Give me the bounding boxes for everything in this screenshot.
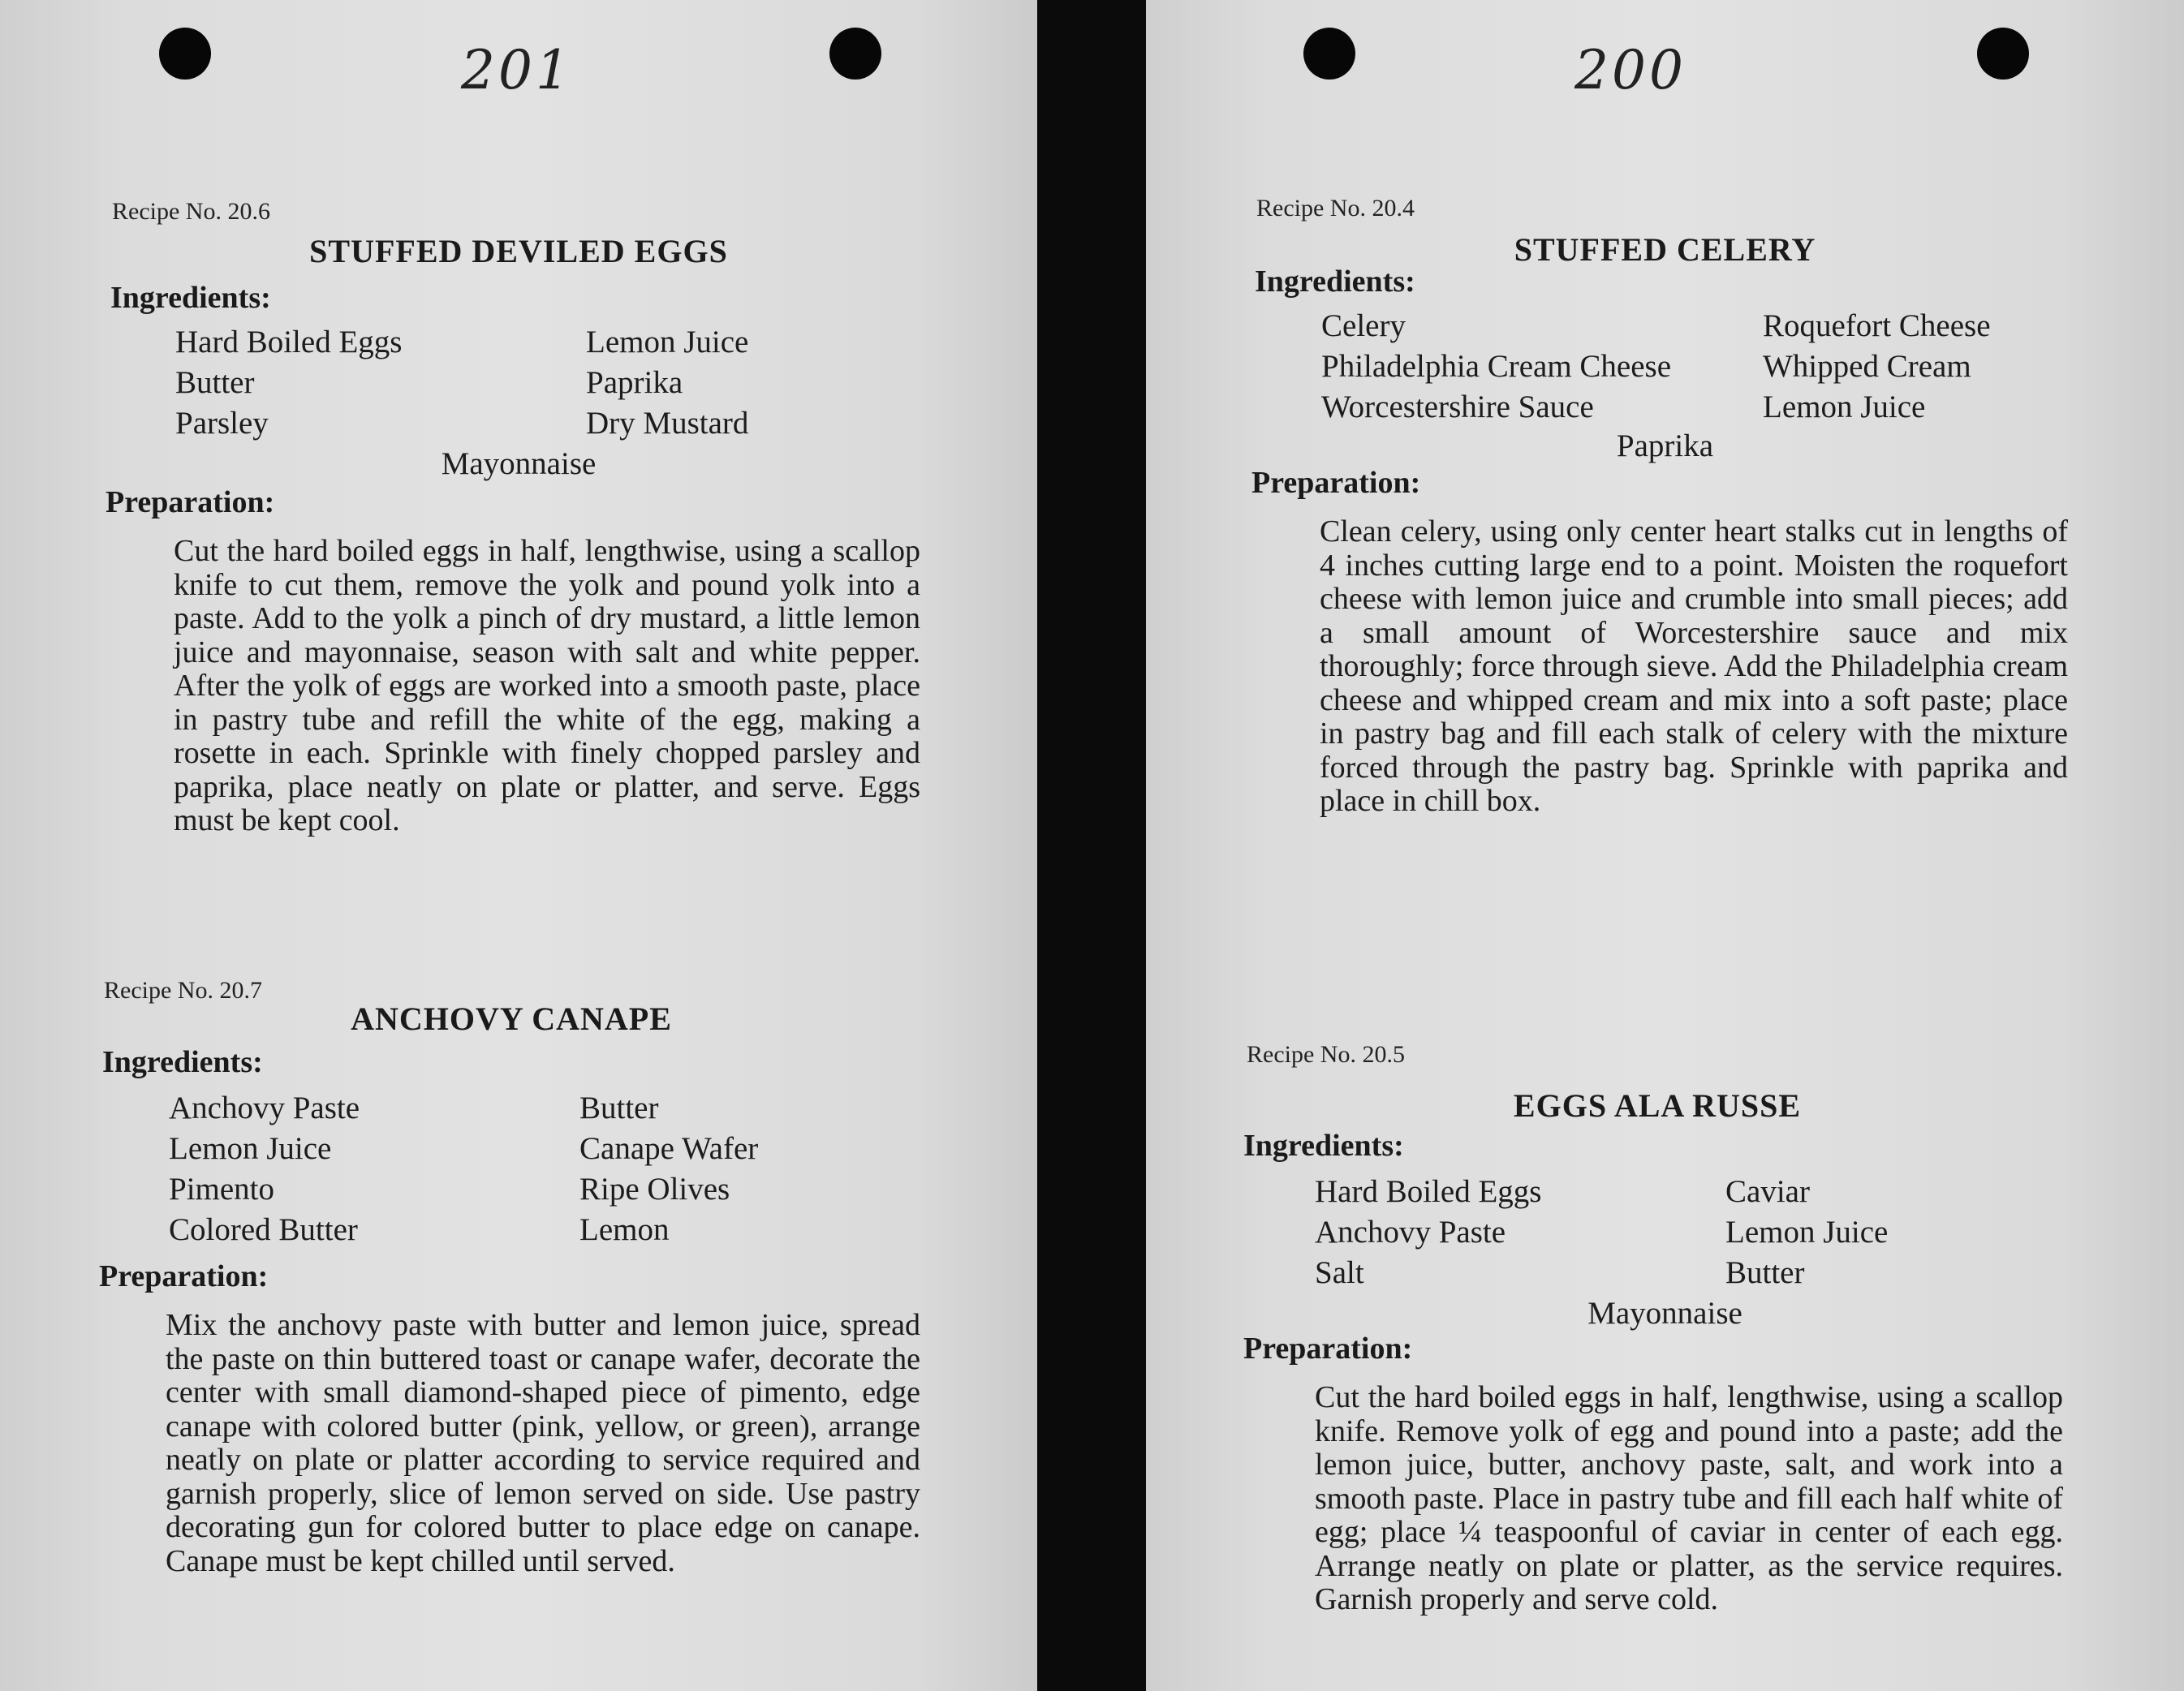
ingredient: Whipped Cream	[1763, 349, 1971, 384]
preparation-text: Mix the anchovy paste with butter and lemon juice, spread the paste on thin buttered toast or canape wafer, decorate the center with small diamond-shaped piece of pimento, edge canape with colored butter (pink, yellow, or green), arrange neatly on plate or platter according to service required and garnish properly, slice of lemon served on side. Use pastry decorating gun for colored butter to place edge on canape. Canape must be kept chilled until served.	[166, 1308, 920, 1578]
recipe-block	[1251, 195, 2071, 819]
ingredient: Salt	[1315, 1255, 1364, 1290]
recipe-block	[1243, 1041, 2071, 1617]
preparation-text: Cut the hard boiled eggs in half, lengthwise, using a scallop knife. Remove yolk of egg and pound into a paste; add the lemon juice, butter, anchovy paste, salt, and work into a smooth paste. Place in pastry tube and fill each half white of egg; place ¼ teaspoonful of caviar in center of each egg. Arrange neatly on plate or platter, as the service requires. Garnish properly and serve cold.	[1315, 1380, 2063, 1616]
preparation-label: Preparation:	[99, 1259, 269, 1293]
ingredients-list	[1251, 306, 2071, 465]
recipe-title: STUFFED DEVILED EGGS	[309, 233, 728, 269]
recipe-number: Recipe No. 20.4	[1256, 195, 1415, 222]
punch-hole	[1977, 28, 2029, 80]
ingredients-left-column	[175, 322, 402, 444]
ingredient: Caviar	[1725, 1174, 1810, 1209]
recipe-number: Recipe No. 20.5	[1247, 1041, 1405, 1068]
ingredients-label: Ingredients:	[1255, 265, 1415, 299]
ingredient: Lemon Juice	[1763, 389, 1926, 424]
ingredients-label: Ingredients:	[110, 281, 271, 315]
ingredient: Lemon	[579, 1212, 670, 1247]
recipe-title: EGGS ALA RUSSE	[1513, 1087, 1802, 1124]
preparation-label: Preparation:	[106, 485, 275, 519]
ingredients-right-column	[1725, 1172, 1888, 1293]
ingredient: Butter	[175, 365, 255, 400]
ingredients-list	[106, 322, 925, 484]
ingredients-list	[99, 1088, 927, 1259]
ingredient-centered: Mayonnaise	[1587, 1296, 1742, 1331]
ingredient: Butter	[1725, 1255, 1805, 1290]
ingredient: Dry Mustard	[586, 406, 749, 441]
ingredients-right-column	[1763, 306, 1991, 428]
ingredient: Philadelphia Cream Cheese	[1321, 349, 1672, 384]
recipe-card-right	[1146, 0, 2184, 1691]
page-number: 200	[1574, 39, 1686, 101]
ingredient: Canape Wafer	[579, 1131, 759, 1166]
ingredients-list	[1243, 1172, 2071, 1331]
ingredient: Hard Boiled Eggs	[1315, 1174, 1542, 1209]
ingredient: Anchovy Paste	[169, 1091, 360, 1125]
ingredient: Parsley	[175, 406, 269, 441]
ingredient: Butter	[579, 1091, 659, 1125]
ingredients-right-column	[579, 1088, 758, 1250]
ingredients-left-column	[1315, 1172, 1541, 1293]
punch-hole	[159, 28, 211, 80]
ingredient-centered: Mayonnaise	[441, 446, 597, 481]
recipe-title: ANCHOVY CANAPE	[351, 1000, 672, 1037]
punch-hole	[829, 28, 881, 80]
ingredient: Roquefort Cheese	[1763, 308, 1991, 343]
preparation-text: Clean celery, using only center heart stalks cut in lengths of 4 inches cutting large end to a point. Moisten the roquefort cheese with lemon juice and crumble into small pieces; add a small amount of Worcestershire sauce and mix thoroughly; force through sieve. Add the Philadelphia cream cheese and whipped cream and mix into a soft paste; place in pastry bag and fill each stalk of celery with the mixture forced through the pastry bag. Sprinkle with paprika and place in chill box.	[1320, 514, 2068, 818]
ingredient: Paprika	[586, 365, 683, 400]
ingredient: Celery	[1321, 308, 1406, 343]
ingredients-label: Ingredients:	[102, 1045, 263, 1079]
recipe-number: Recipe No. 20.6	[112, 198, 270, 225]
ingredient: Lemon Juice	[586, 325, 749, 359]
ingredient: Anchovy Paste	[1315, 1215, 1506, 1250]
page-number: 201	[461, 39, 573, 101]
preparation-text: Cut the hard boiled eggs in half, lengthwise, using a scallop knife to cut them, remove the yolk and pound yolk into a paste. Add to the yolk a pinch of dry mustard, a little lemon juice and mayonnaise, season with salt and white pepper. After the yolk of eggs are worked into a smooth paste, place in pastry tube and refill the white of the egg, making a rosette in each. Sprinkle with finely chopped parsley and paprika, place neatly on plate or platter, and serve. Eggs must be kept cool.	[174, 534, 920, 837]
ingredient: Worcestershire Sauce	[1321, 389, 1594, 424]
ingredient: Lemon Juice	[169, 1131, 332, 1166]
ingredient: Colored Butter	[169, 1212, 358, 1247]
ingredient: Ripe Olives	[579, 1172, 730, 1207]
recipe-number: Recipe No. 20.7	[104, 977, 262, 1004]
preparation-label: Preparation:	[1243, 1332, 1413, 1366]
preparation-label: Preparation:	[1251, 466, 1421, 500]
ingredients-label: Ingredients:	[1243, 1129, 1404, 1163]
ingredient: Hard Boiled Eggs	[175, 325, 403, 359]
recipe-block	[106, 198, 925, 838]
ingredient: Lemon Juice	[1725, 1215, 1889, 1250]
recipe-block	[99, 977, 927, 1578]
punch-hole	[1303, 28, 1355, 80]
ingredient: Pimento	[169, 1172, 275, 1207]
ingredients-right-column	[586, 322, 748, 444]
recipe-card-left	[0, 0, 1037, 1691]
ingredients-left-column	[1321, 306, 1671, 428]
ingredients-left-column	[169, 1088, 360, 1250]
ingredient-centered: Paprika	[1616, 428, 1714, 463]
recipe-title: STUFFED CELERY	[1514, 231, 1816, 268]
